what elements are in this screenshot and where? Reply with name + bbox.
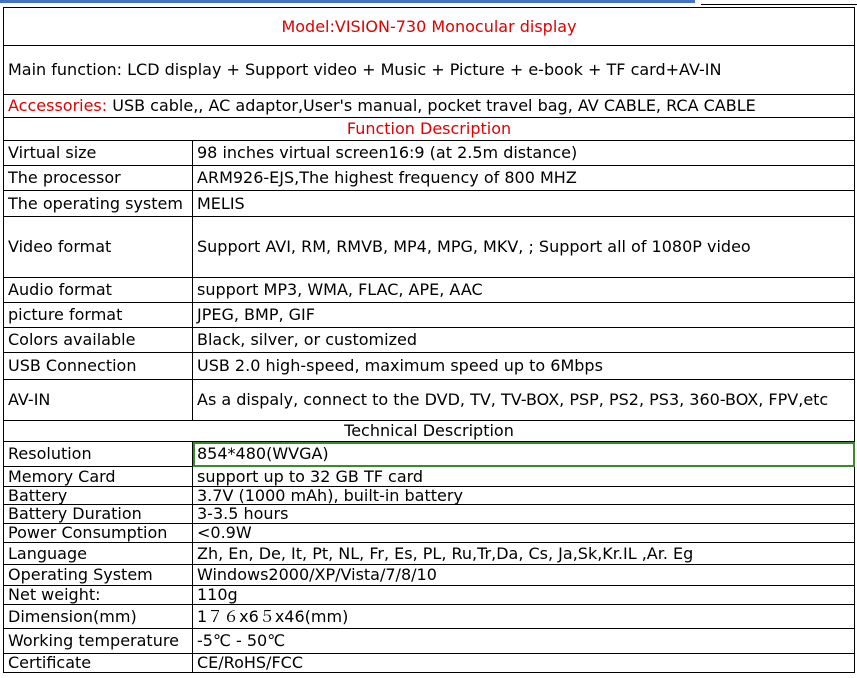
spec-value[interactable]: ARM926-EJS,The highest frequency of 800 MHZ [193, 166, 855, 191]
main-function[interactable]: Main function: LCD display + Support video + Music + Picture + e-book + TF card+AV-IN [4, 46, 855, 95]
spec-label[interactable]: Battery Duration [4, 505, 193, 524]
spec-label[interactable]: Working temperature [4, 629, 193, 654]
model-title[interactable]: Model:VISION-730 Monocular display [4, 8, 855, 46]
spec-label[interactable]: The operating system [4, 191, 193, 217]
table-row [4, 543, 855, 565]
spec-label[interactable]: Audio format [4, 278, 193, 303]
table-row [4, 565, 855, 586]
spec-label[interactable]: Virtual size [4, 141, 193, 166]
spec-label[interactable]: Power Consumption [4, 524, 193, 543]
table-row [4, 328, 855, 353]
row-technical-title [4, 421, 855, 442]
spec-label[interactable]: Certificate [4, 654, 193, 673]
accessories-cell[interactable] [4, 95, 855, 118]
accessories-value: USB cable,, AC adaptor,User's manual, pocket travel bag, AV CABLE, RCA CABLE [107, 96, 756, 115]
table-row [4, 524, 855, 543]
spec-value[interactable]: JPEG, BMP, GIF [193, 303, 855, 328]
top-selection-bar [0, 0, 695, 3]
spec-label[interactable]: Colors available [4, 328, 193, 353]
spec-value[interactable]: 1７６x6５x46(mm) [193, 605, 855, 629]
table-row [4, 605, 855, 629]
spec-value[interactable]: Windows2000/XP/Vista/7/8/10 [193, 565, 855, 586]
table-row [4, 467, 855, 487]
spec-value[interactable]: As a dispaly, connect to the DVD, TV, TV-BOX, PSP, PS2, PS3, 360-BOX, FPV,etc [193, 380, 855, 421]
spec-value[interactable]: CE/RoHS/FCC [193, 654, 855, 673]
selected-cell[interactable]: 854*480(WVGA) [193, 442, 855, 467]
spec-value[interactable]: support MP3, WMA, FLAC, APE, AAC [193, 278, 855, 303]
spec-value[interactable]: <0.9W [193, 524, 855, 543]
spec-value[interactable]: 98 inches virtual screen16:9 (at 2.5m distance) [193, 141, 855, 166]
row-model-title [4, 8, 855, 46]
spec-sheet [3, 7, 855, 673]
table-row [4, 278, 855, 303]
table-row-selected [4, 442, 855, 467]
table-row [4, 166, 855, 191]
spec-value[interactable]: Support AVI, RM, RMVB, MP4, MPG, MKV, ; Support all of 1080P video [193, 217, 855, 278]
spec-value[interactable]: Zh, En, De, It, Pt, NL, Fr, Es, PL, Ru,Tr,Da, Cs, Ja,Sk,Kr.IL ,Ar. Eg [193, 543, 855, 565]
row-main-function [4, 46, 855, 95]
spec-value[interactable]: 3-3.5 hours [193, 505, 855, 524]
spec-value[interactable]: Black, silver, or customized [193, 328, 855, 353]
spec-label[interactable]: Net weight: [4, 586, 193, 605]
spec-value[interactable]: 110g [193, 586, 855, 605]
table-row [4, 380, 855, 421]
spec-label[interactable]: Memory Card [4, 467, 193, 487]
table-row [4, 191, 855, 217]
spec-label[interactable]: Language [4, 543, 193, 565]
table-row [4, 629, 855, 654]
top-edge [0, 0, 857, 5]
spec-label[interactable]: USB Connection [4, 353, 193, 380]
spec-value[interactable]: MELIS [193, 191, 855, 217]
spec-label[interactable]: AV-IN [4, 380, 193, 421]
function-section-title[interactable]: Function Description [4, 118, 855, 141]
spec-label[interactable]: Resolution [4, 442, 193, 467]
spec-value[interactable]: USB 2.0 high-speed, maximum speed up to 6Mbps [193, 353, 855, 380]
table-row [4, 303, 855, 328]
spec-label[interactable]: The processor [4, 166, 193, 191]
spec-label[interactable]: Battery [4, 487, 193, 505]
row-accessories [4, 95, 855, 118]
spec-value[interactable]: 3.7V (1000 mAh), built-in battery [193, 487, 855, 505]
spec-label[interactable]: Operating System [4, 565, 193, 586]
spec-label[interactable]: picture format [4, 303, 193, 328]
table-row [4, 487, 855, 505]
accessories-label: Accessories: [8, 96, 108, 115]
spec-label[interactable]: Video format [4, 217, 193, 278]
table-row [4, 353, 855, 380]
table-row [4, 586, 855, 605]
table-row [4, 217, 855, 278]
table-row [4, 505, 855, 524]
row-function-title [4, 118, 855, 141]
spec-value[interactable]: support up to 32 GB TF card [193, 467, 855, 487]
spec-label[interactable]: Dimension(mm) [4, 605, 193, 629]
spec-value[interactable]: -5℃ - 50℃ [193, 629, 855, 654]
table-row [4, 654, 855, 673]
table-row [4, 141, 855, 166]
technical-section-title[interactable]: Technical Description [4, 421, 855, 442]
